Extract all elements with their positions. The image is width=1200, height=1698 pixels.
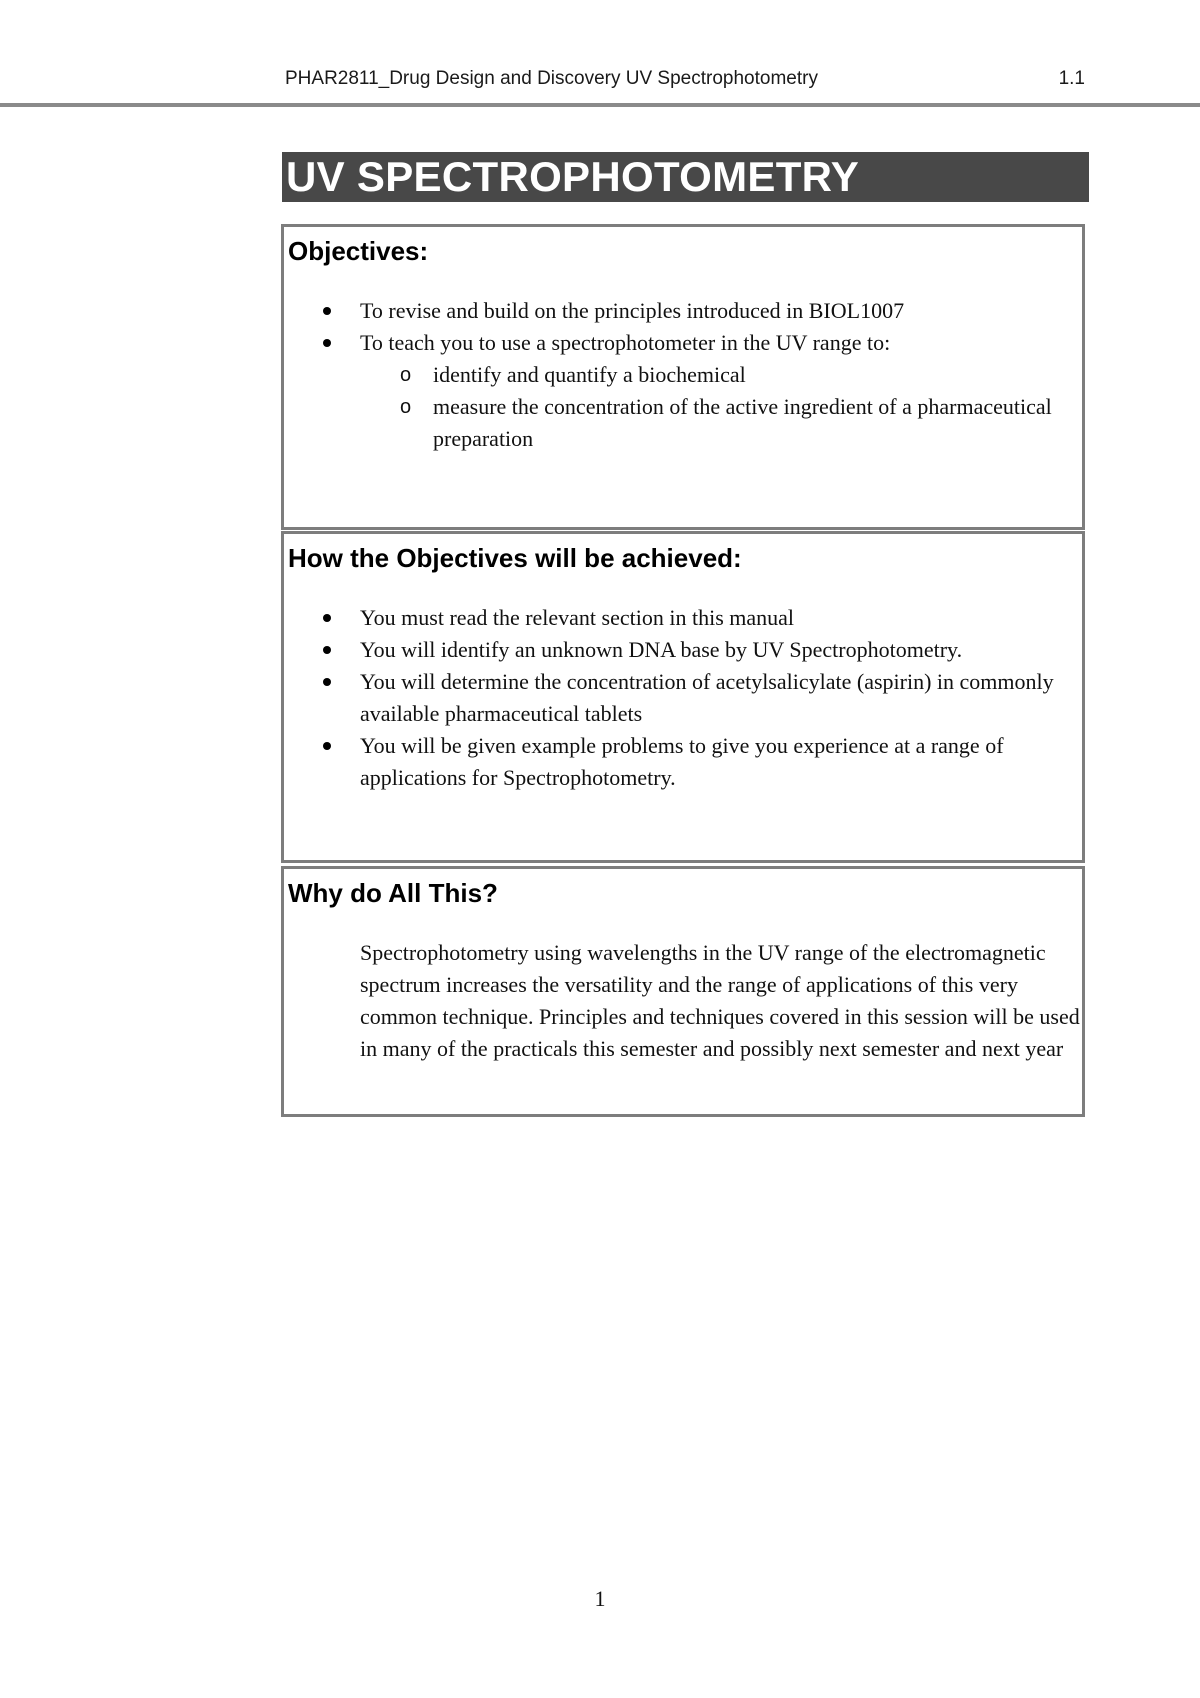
header-course-title: PHAR2811_Drug Design and Discovery UV Spectrophotometry <box>285 68 818 89</box>
sub-list-item <box>360 391 1084 455</box>
list-item-text: You will be given example problems to give you experience at a range of applications for Spectrophotometry. <box>360 733 1004 790</box>
page-header <box>0 0 1200 107</box>
list-item-text: To teach you to use a spectrophotometer in the UV range to: <box>360 330 891 355</box>
list-item <box>284 295 1084 327</box>
circle-bullet-icon: o <box>400 396 412 418</box>
header-section-number: 1.1 <box>1058 68 1085 89</box>
title-bar <box>282 152 1089 202</box>
list-item <box>284 327 1084 455</box>
objectives-sub-list <box>360 359 1084 455</box>
bullet-icon <box>323 339 331 347</box>
list-item <box>284 602 1084 634</box>
list-item-text: You will identify an unknown DNA base by UV Spectrophotometry. <box>360 637 963 662</box>
bullet-icon <box>323 646 331 654</box>
why-heading: Why do All This? <box>288 878 498 908</box>
circle-bullet-icon: o <box>400 364 412 386</box>
how-achieved-list <box>284 602 1084 794</box>
why-box <box>281 866 1085 1117</box>
page-title: UV SPECTROPHOTOMETRY <box>286 153 860 200</box>
how-achieved-box <box>281 531 1085 863</box>
page-number: 1 <box>594 1586 606 1611</box>
objectives-heading: Objectives: <box>288 236 429 266</box>
objectives-box <box>281 224 1085 530</box>
objectives-list <box>284 295 1084 455</box>
list-item <box>284 634 1084 666</box>
list-item-text: To revise and build on the principles introduced in BIOL1007 <box>360 298 905 323</box>
sub-list-item-text: identify and quantify a biochemical <box>433 362 746 387</box>
bullet-icon <box>323 614 331 622</box>
bullet-icon <box>323 307 331 315</box>
sub-list-item-text: measure the concentration of the active ingredient of a pharmaceutical preparation <box>433 394 1052 451</box>
how-achieved-heading: How the Objectives will be achieved: <box>288 543 742 573</box>
why-paragraph: Spectrophotometry using wavelengths in the UV range of the electromagnetic spectrum increases the versatility and the range of applications of this very common technique. Principles and techniques covered in this session will be used in many of the practicals this semester and possibly next semester and next year <box>360 940 1080 1061</box>
bullet-icon <box>323 742 331 750</box>
list-item-text: You must read the relevant section in this manual <box>360 605 795 630</box>
bullet-icon <box>323 678 331 686</box>
list-item <box>284 666 1084 730</box>
list-item-text: You will determine the concentration of acetylsalicylate (aspirin) in commonly available pharmaceutical tablets <box>360 669 1054 726</box>
sub-list-item <box>360 359 1084 391</box>
list-item <box>284 730 1084 794</box>
